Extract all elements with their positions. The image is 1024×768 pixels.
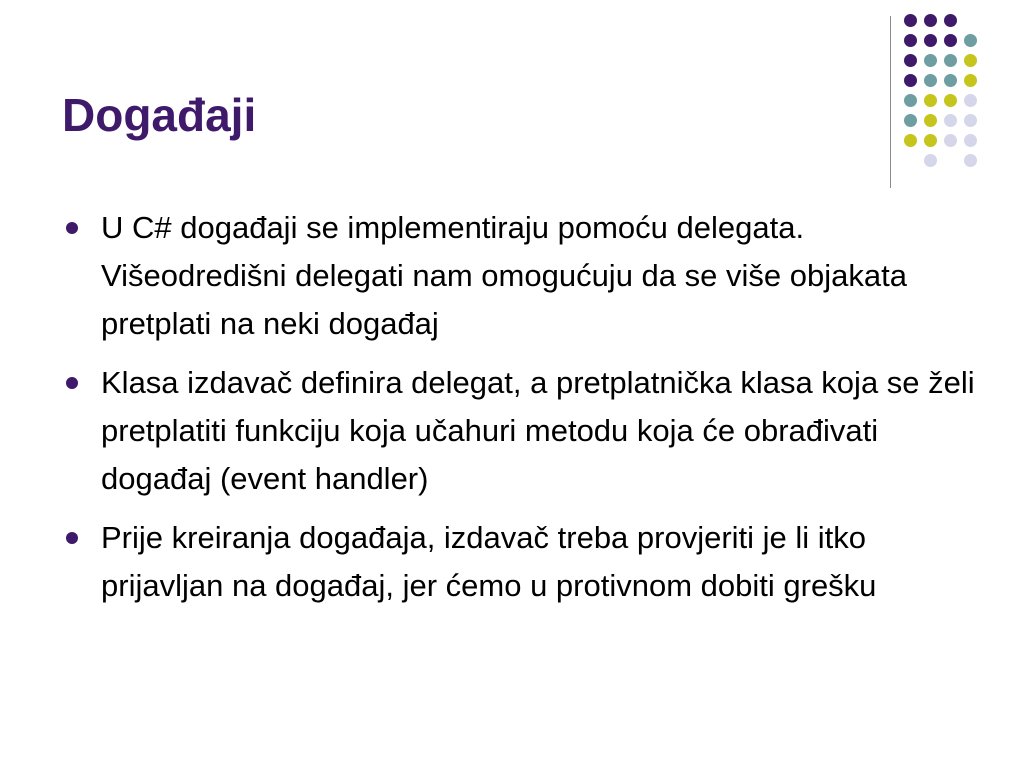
decorative-dot	[924, 134, 937, 147]
bullet-text: Prije kreiranja događaja, izdavač treba provjeriti je li itko prijavljan na događaj, jer ćemo u protivnom dobiti grešku	[101, 520, 877, 603]
bullet-text: U C# događaji se implementiraju pomoću delegata. Višeodredišni delegati nam omogućuju da se više objakata pretplati na neki događaj	[101, 210, 907, 341]
decorative-dot	[964, 54, 977, 67]
decorative-dot	[964, 134, 977, 147]
bullet-item	[62, 204, 982, 348]
decorative-dot	[924, 14, 937, 27]
decorative-dot	[964, 154, 977, 167]
decorative-dot	[964, 34, 977, 47]
dot-grid-icon	[900, 10, 1010, 170]
decorative-dot	[924, 114, 937, 127]
decorative-dot	[924, 74, 937, 87]
decorative-dot	[904, 134, 917, 147]
decorative-dot	[924, 94, 937, 107]
decorative-dot	[924, 34, 937, 47]
decorative-dot	[964, 74, 977, 87]
bullet-icon	[66, 377, 78, 389]
bullet-item	[62, 359, 982, 503]
decorative-dot	[944, 14, 957, 27]
bullet-icon	[66, 532, 78, 544]
decorative-dot	[904, 94, 917, 107]
title-divider	[890, 16, 891, 188]
decorative-dot	[964, 94, 977, 107]
bullet-list	[62, 204, 982, 621]
decorative-dot	[904, 14, 917, 27]
decorative-dot	[964, 114, 977, 127]
decorative-dot	[904, 54, 917, 67]
decorative-dot	[904, 74, 917, 87]
decorative-dot	[924, 54, 937, 67]
decorative-dot	[944, 54, 957, 67]
decorative-dot	[944, 114, 957, 127]
decorative-dot	[944, 34, 957, 47]
decorative-dot	[944, 134, 957, 147]
decorative-dot	[904, 34, 917, 47]
decorative-dot	[944, 94, 957, 107]
bullet-text: Klasa izdavač definira delegat, a pretplatnička klasa koja se želi pretplatiti funkciju koja učahuri metodu koja će obrađivati događaj (event handler)	[101, 365, 975, 496]
slide-title: Događaji	[62, 89, 257, 141]
decorative-dot	[944, 74, 957, 87]
decorative-dot	[924, 154, 937, 167]
decorative-dot	[904, 114, 917, 127]
bullet-item	[62, 514, 982, 610]
bullet-icon	[66, 222, 78, 234]
